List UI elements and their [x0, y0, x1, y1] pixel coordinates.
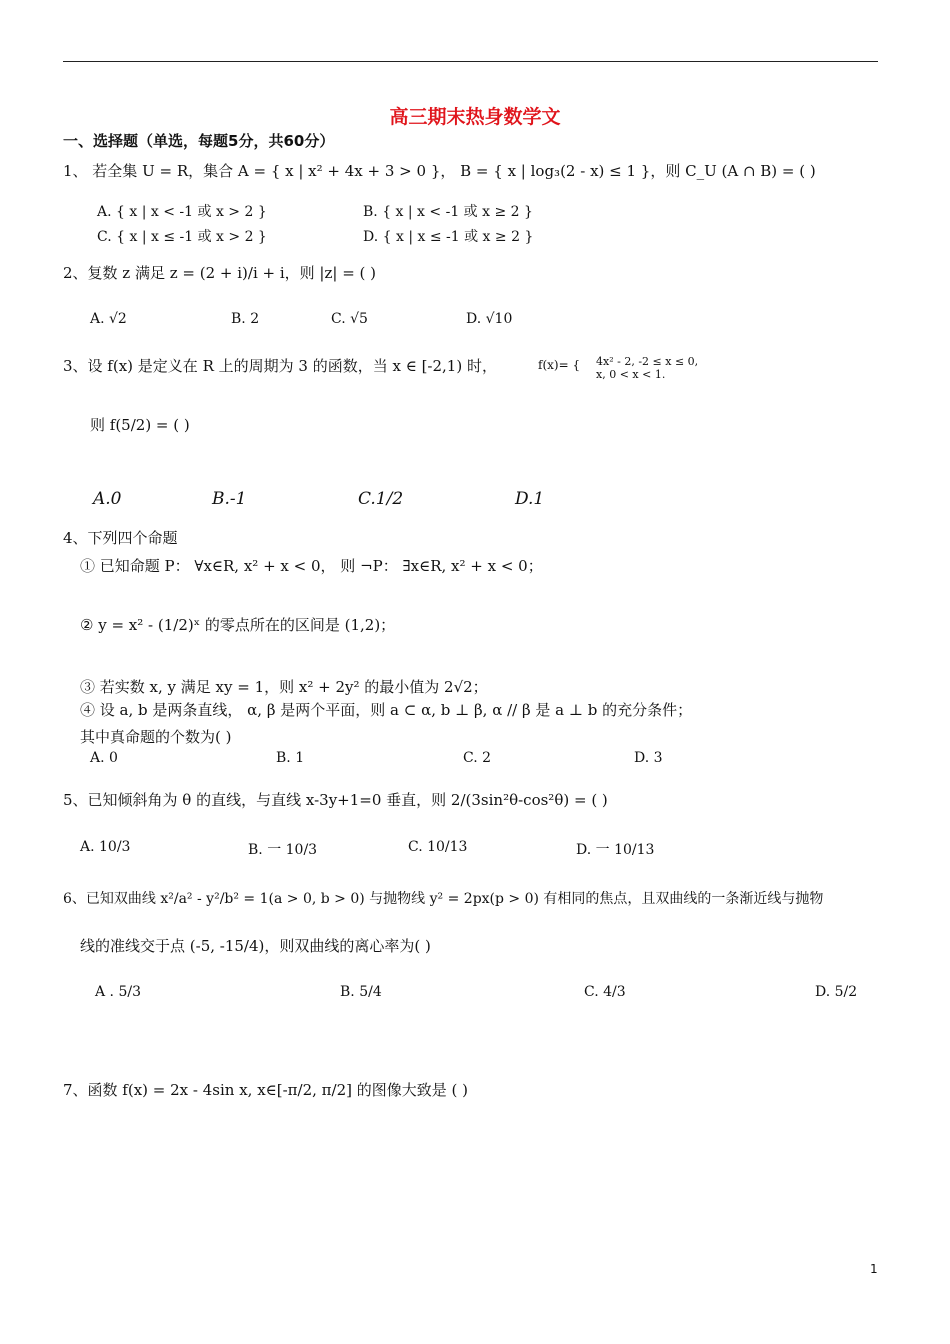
question-1-option-d: D. { x | x ≤ -1 或 x ≥ 2 } — [363, 229, 534, 245]
question-7-stem: 7、函数 f(x) = 2x - 4sin x, x∈[-π/2, π/2] 的图像大致是 ( ) — [63, 1081, 468, 1099]
proposition-1: ① 已知命题 P： ∀x∈R, x² + x < 0， 则 ¬P： ∃x∈R, x² + x < 0； — [80, 557, 543, 575]
question-2-option-a: A. √2 — [90, 311, 127, 327]
question-3-option-d: D.1 — [515, 489, 545, 509]
question-6-option-d: D. 5/2 — [815, 984, 858, 1000]
question-3-option-c: C.1/2 — [358, 489, 404, 509]
piecewise-lhs: f(x)= { — [538, 358, 581, 372]
question-4-option-a: A. 0 — [90, 750, 118, 766]
question-5-option-d: D. 一 10/13 — [576, 842, 655, 858]
question-6-option-b: B. 5/4 — [340, 984, 382, 1000]
question-5-stem: 5、已知倾斜角为 θ 的直线，与直线 x-3y+1=0 垂直，则 2/(3sin²θ-cos²θ) = ( ) — [63, 791, 608, 809]
question-2-stem: 2、复数 z 满足 z = (2 + i)/i + i，则 |z| = ( ) — [63, 264, 377, 282]
top-rule — [63, 61, 878, 62]
question-6-option-a: A . 5/3 — [95, 984, 141, 1000]
question-3-stem: 3、设 f(x) 是定义在 R 上的周期为 3 的函数，当 x ∈ [-2,1) 时， — [63, 357, 497, 375]
document-title: 高三期末热身数学文 — [389, 106, 561, 128]
question-3-stem-2: 则 f(5/2) = ( ) — [90, 416, 190, 434]
question-4-prompt: 其中真命题的个数为( ) — [80, 728, 232, 746]
question-6-stem-2: 线的准线交于点 (-5, -15/4)，则双曲线的离心率为( ) — [80, 937, 431, 955]
question-3-option-b: B.-1 — [212, 489, 247, 509]
question-1-option-b: B. { x | x < -1 或 x ≥ 2 } — [363, 204, 533, 220]
question-1-stem: 1、 若全集 U = R，集合 A = { x | x² + 4x + 3 > 0 }， B = { x | log₃(2 - x) ≤ 1 }，则 C_U (A ∩ B) = ( ) — [63, 162, 816, 180]
question-5-option-b: B. 一 10/3 — [248, 842, 318, 858]
question-4-option-b: B. 1 — [276, 750, 305, 766]
question-5-option-c: C. 10/13 — [408, 839, 468, 855]
piecewise-case-2: x, 0 < x < 1. — [596, 368, 666, 381]
question-5-option-a: A. 10/3 — [80, 839, 131, 855]
question-4-stem: 4、下列四个命题 — [63, 529, 178, 547]
question-2-option-d: D. √10 — [466, 311, 513, 327]
question-3-option-a: A.0 — [93, 489, 122, 509]
question-1-option-a: A. { x | x < -1 或 x > 2 } — [97, 204, 267, 220]
proposition-4: ④ 设 a, b 是两条直线， α, β 是两个平面，则 a ⊂ α, b ⊥ β, α // β 是 a ⊥ b 的充分条件； — [80, 701, 693, 719]
proposition-3: ③ 若实数 x, y 满足 xy = 1，则 x² + 2y² 的最小值为 2√2； — [80, 678, 488, 696]
piecewise-case-1: 4x² - 2, -2 ≤ x ≤ 0, — [596, 355, 699, 368]
page-number: 1 — [870, 1262, 878, 1276]
question-2-option-b: B. 2 — [231, 311, 260, 327]
question-6-stem: 6、已知双曲线 x²/a² - y²/b² = 1(a > 0, b > 0) 与抛物线 y² = 2px(p > 0) 有相同的焦点，且双曲线的一条渐近线与抛物 — [63, 891, 824, 907]
question-6-option-c: C. 4/3 — [584, 984, 626, 1000]
section-heading: 一、选择题（单选，每题5分，共60分） — [63, 132, 335, 150]
question-1-option-c: C. { x | x ≤ -1 或 x > 2 } — [97, 229, 267, 245]
question-2-option-c: C. √5 — [331, 311, 368, 327]
question-4-option-d: D. 3 — [634, 750, 663, 766]
question-4-option-c: C. 2 — [463, 750, 492, 766]
proposition-2: ② y = x² - (1/2)ˣ 的零点所在的区间是 (1,2)； — [80, 616, 396, 634]
